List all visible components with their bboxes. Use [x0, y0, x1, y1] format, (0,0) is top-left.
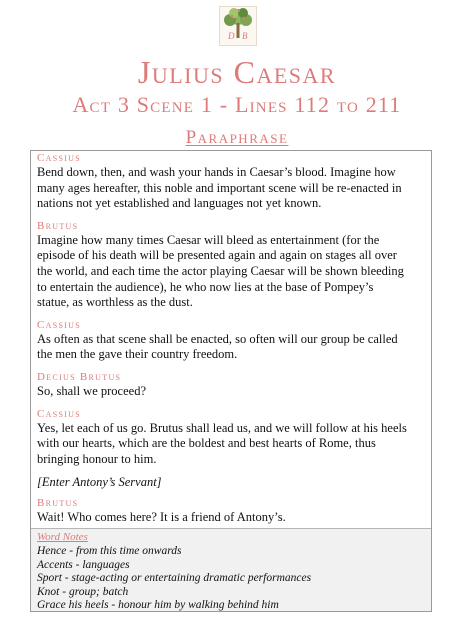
speech-line: the men the gave their country freedom. — [37, 347, 238, 362]
speech-line: episode of his death will be presented again and again on stages all over — [37, 248, 397, 263]
speech-line: Imagine how many times Caesar will bleed as entertainment (for the — [37, 232, 380, 247]
speech-line: statue, as worthless as the dust. — [37, 295, 193, 310]
section-heading: Paraphrase — [185, 127, 289, 148]
speech-block — [37, 152, 425, 212]
word-note: Sport - stage-acting or entertaining dramatic performances — [37, 572, 312, 585]
speech-line: the world, and each time the actor playing Caesar will be shown bleeding — [37, 263, 404, 278]
speech-line: Yes, let each of us go. Brutus shall lead us, and we will follow at his heels — [37, 420, 407, 435]
svg-text:D: D — [228, 31, 235, 41]
speaker-name: Cassius — [37, 152, 82, 164]
stage-direction: [Enter Antony’s Servant] — [37, 475, 162, 490]
speech-line: nations not yet established and languages not yet known. — [37, 196, 322, 211]
speech-block — [37, 371, 425, 400]
word-notes-panel — [31, 528, 431, 611]
word-note: Knot - group; batch — [37, 585, 129, 598]
speech-block — [37, 497, 425, 526]
speech-line: So, shall we proceed? — [37, 383, 146, 398]
speech-line: to entertain the audience), he who now lies at the base of Pompey’s — [37, 279, 374, 294]
speech-line: Wait! Who comes here? It is a friend of Antony’s. — [37, 510, 286, 525]
paraphrase-box — [30, 150, 432, 612]
page-subtitle: Act 3 Scene 1 - Lines 112 to 211 — [72, 92, 402, 117]
word-note: Grace his heels - honour him by walking behind him — [37, 599, 279, 612]
speech-line: with our hearts, which are the boldest and best hearts of Rome, thus — [37, 436, 376, 451]
speech-line: many ages hereafter, this noble and important scene will be re-enacted in — [37, 180, 402, 195]
svg-text:B: B — [242, 31, 248, 41]
speaker-name: Decius Brutus — [37, 370, 122, 383]
speaker-name: Brutus — [37, 219, 79, 232]
word-notes-title: Word Notes — [37, 531, 88, 543]
speech-line: Bend down, then, and wash your hands in Caesar’s blood. Imagine how — [37, 165, 396, 179]
page-title: Julius Caesar — [137, 54, 337, 90]
speech-block — [37, 408, 425, 468]
speech-block — [37, 220, 425, 311]
speech-line: bringing honour to him. — [37, 451, 157, 466]
speaker-name: Cassius — [37, 407, 82, 420]
dialogue-area — [31, 151, 431, 528]
word-note: Accents - languages — [37, 558, 130, 571]
speaker-name: Cassius — [37, 318, 82, 331]
speaker-name: Brutus — [37, 497, 79, 510]
word-note: Hence - from this time onwards — [37, 545, 182, 557]
speech-block — [37, 319, 425, 363]
speech-line: As often as that scene shall be enacted, so often will our group be called — [37, 331, 398, 346]
logo-tree-icon — [219, 6, 257, 46]
